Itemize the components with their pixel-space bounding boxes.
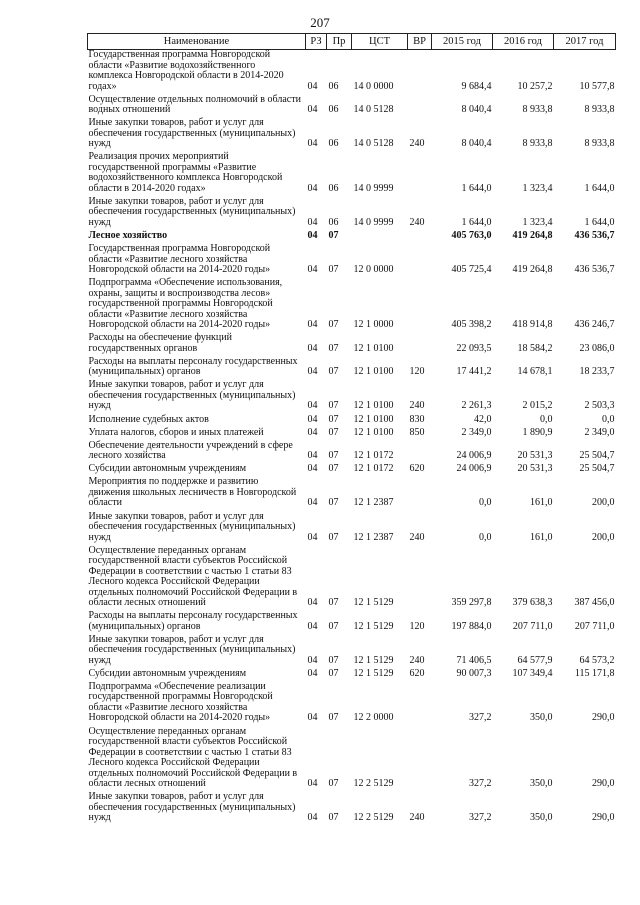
row-amount-2016: 419 264,8: [512, 229, 553, 241]
header-2017: 2017 год: [554, 34, 616, 50]
row-amount-2016: 161,0: [530, 497, 553, 509]
row-name: Подпрограмма «Обеспечение использования, охраны, защиты и воспроизводства лесов» государственной программы Новгородской области «Развитие лесного хозяйства Новгородской области на 2014-2020 годы»: [88, 277, 283, 331]
row-vr: [408, 152, 432, 197]
row-cst: 12 1 2387: [353, 531, 394, 543]
table-row: [88, 333, 616, 357]
row-vr: 240: [409, 216, 425, 228]
row-amount-2016: 350,0: [530, 712, 553, 724]
table-row: [88, 244, 616, 278]
row-vr: [408, 333, 432, 357]
row-cst: 12 1 0100: [353, 400, 394, 412]
row-amount-2015: 405 763,0: [451, 229, 492, 241]
row-amount-2015: 0,0: [479, 531, 492, 543]
row-amount-2015: 8 040,4: [461, 138, 492, 150]
table-row: [88, 546, 616, 612]
row-vr: [408, 95, 432, 119]
row-cst: 14 0 0000: [353, 80, 394, 92]
table-row: [88, 152, 616, 197]
row-rz: 04: [307, 342, 318, 354]
row-name: Иные закупки товаров, работ и услуг для обеспечения государственных (муниципальных) нужд: [88, 195, 296, 228]
row-vr: [408, 682, 432, 727]
row-amount-2017: 25 504,7: [579, 450, 615, 462]
table-row: [88, 415, 616, 428]
table-row: [88, 380, 616, 414]
row-amount-2016: 64 577,9: [517, 654, 553, 666]
row-pr: 07: [328, 667, 339, 679]
row-amount-2015: 327,2: [469, 778, 492, 790]
row-amount-2015: 9 684,4: [461, 80, 492, 92]
row-amount-2015: 2 261,3: [461, 400, 492, 412]
row-amount-2017: 1 644,0: [584, 182, 615, 194]
row-amount-2016: 350,0: [530, 812, 553, 824]
table-row: [88, 441, 616, 465]
row-cst: 12 1 2387: [353, 497, 394, 509]
header-pr: Пр: [327, 34, 352, 50]
table-row: [88, 357, 616, 381]
row-pr: 07: [328, 450, 339, 462]
row-amount-2016: 1 323,4: [522, 182, 553, 194]
row-cst: [352, 231, 408, 244]
row-vr: [408, 546, 432, 612]
table-row: [88, 197, 616, 231]
row-amount-2017: 387 456,0: [574, 597, 615, 609]
row-name: Мероприятия по поддержке и развитию движения школьных лесничеств в Новгородской области: [88, 476, 297, 509]
row-vr: 240: [409, 654, 425, 666]
row-cst: 12 1 5129: [353, 667, 394, 679]
row-amount-2016: 418 914,8: [512, 319, 553, 331]
row-amount-2015: 359 297,8: [451, 597, 492, 609]
row-pr: 07: [328, 531, 339, 543]
row-pr: 07: [328, 778, 339, 790]
row-pr: 06: [328, 216, 339, 228]
table-row: [88, 611, 616, 635]
row-rz: 04: [307, 497, 318, 509]
row-pr: 07: [328, 426, 339, 438]
row-rz: 04: [307, 138, 318, 150]
row-amount-2016: 107 349,4: [512, 667, 553, 679]
row-rz: 04: [307, 712, 318, 724]
row-pr: 07: [328, 712, 339, 724]
row-name: Иные закупки товаров, работ и услуг для обеспечения государственных (муниципальных) нужд: [88, 117, 296, 150]
row-cst: 12 1 0100: [353, 413, 394, 425]
row-rz: 04: [307, 620, 318, 632]
row-rz: 04: [307, 104, 318, 116]
row-amount-2017: 1 644,0: [584, 216, 615, 228]
row-amount-2015: 24 006,9: [456, 463, 492, 475]
row-amount-2016: 379 638,3: [512, 597, 553, 609]
row-cst: 12 2 5129: [353, 778, 394, 790]
row-amount-2015: 22 093,5: [456, 342, 492, 354]
row-amount-2016: 1 323,4: [522, 216, 553, 228]
table-row: [88, 95, 616, 119]
row-rz: 04: [307, 463, 318, 475]
row-cst: 12 1 0100: [353, 366, 394, 378]
row-name: Лесное хозяйство: [88, 229, 168, 241]
row-cst: 12 1 0172: [353, 450, 394, 462]
row-vr: 830: [409, 413, 425, 425]
row-vr: [408, 477, 432, 511]
table-row: [88, 682, 616, 727]
row-vr: 240: [409, 531, 425, 543]
row-name: Государственная программа Новгородской области «Развитие лесного хозяйства Новгородской области на 2014-2020 годы»: [88, 243, 271, 276]
row-amount-2017: 8 933,8: [584, 138, 615, 150]
row-amount-2015: 42,0: [474, 413, 492, 425]
header-row: [88, 34, 616, 50]
row-amount-2015: 327,2: [469, 712, 492, 724]
row-amount-2015: 405 725,4: [451, 264, 492, 276]
row-amount-2015: 71 406,5: [456, 654, 492, 666]
row-amount-2017: 2 349,0: [584, 426, 615, 438]
row-pr: 07: [328, 229, 339, 241]
table-body: [88, 50, 616, 827]
row-cst: 14 0 9999: [353, 216, 394, 228]
row-rz: 04: [307, 400, 318, 412]
row-pr: 07: [328, 400, 339, 412]
row-amount-2017: 200,0: [592, 531, 615, 543]
row-amount-2017: 0,0: [602, 413, 615, 425]
row-amount-2017: 290,0: [592, 778, 615, 790]
row-vr: 240: [409, 812, 425, 824]
row-name: Подпрограмма «Обеспечение реализации государственной программы Новгородской области «Развитие лесного хозяйства Новгородской области на 2014-2020 годы»: [88, 680, 273, 724]
row-amount-2017: 23 086,0: [579, 342, 615, 354]
row-rz: 04: [307, 426, 318, 438]
row-rz: 04: [307, 80, 318, 92]
row-amount-2017: 64 573,2: [579, 654, 615, 666]
row-cst: 12 1 5129: [353, 597, 394, 609]
page-number: 207: [310, 15, 330, 30]
row-pr: 06: [328, 182, 339, 194]
row-name: Расходы на выплаты персоналу государственных (муниципальных) органов: [88, 355, 298, 378]
row-pr: 07: [328, 413, 339, 425]
row-name: Иные закупки товаров, работ и услуг для обеспечения государственных (муниципальных) нужд: [88, 633, 296, 666]
row-name: Расходы на выплаты персоналу государственных (муниципальных) органов: [88, 610, 298, 632]
row-amount-2016: 10 257,2: [517, 80, 553, 92]
row-name: Иные закупки товаров, работ и услуг для обеспечения государственных (муниципальных) нужд: [88, 791, 296, 824]
row-amount-2017: 207 711,0: [574, 620, 615, 632]
row-vr: [408, 278, 432, 333]
row-amount-2016: 0,0: [540, 413, 553, 425]
row-rz: 04: [307, 531, 318, 543]
row-amount-2016: 18 584,2: [517, 342, 553, 354]
row-vr: 240: [409, 138, 425, 150]
row-vr: 620: [409, 667, 425, 679]
row-amount-2017: 25 504,7: [579, 463, 615, 475]
row-rz: 04: [307, 319, 318, 331]
row-cst: 12 2 0000: [353, 712, 394, 724]
row-amount-2017: 436 246,7: [574, 319, 615, 331]
row-amount-2016: 1 890,9: [522, 426, 553, 438]
table-row: [88, 512, 616, 546]
row-amount-2016: 350,0: [530, 778, 553, 790]
table-header: [88, 34, 616, 50]
row-rz: 04: [307, 450, 318, 462]
row-pr: 07: [328, 366, 339, 378]
header-rz: РЗ: [306, 34, 327, 50]
row-name: Осуществление отдельных полномочий в области водных отношений: [88, 93, 301, 116]
row-name: Уплата налогов, сборов и иных платежей: [88, 426, 264, 438]
row-cst: 12 1 0100: [353, 426, 394, 438]
row-amount-2017: 436 536,7: [574, 264, 615, 276]
row-cst: 12 0 0000: [353, 264, 394, 276]
row-name: Иные закупки товаров, работ и услуг для обеспечения государственных (муниципальных) нужд: [88, 379, 296, 412]
row-rz: 04: [307, 654, 318, 666]
table-row: [88, 428, 616, 441]
row-name: Иные закупки товаров, работ и услуг для обеспечения государственных (муниципальных) нужд: [88, 510, 296, 543]
table-row: [88, 477, 616, 511]
row-amount-2017: 2 503,3: [584, 400, 615, 412]
table-row: [88, 118, 616, 152]
row-pr: 06: [328, 104, 339, 116]
row-pr: 07: [328, 264, 339, 276]
table-row: [88, 50, 616, 95]
row-rz: 04: [307, 182, 318, 194]
row-amount-2017: 290,0: [592, 712, 615, 724]
budget-table: [87, 33, 616, 826]
row-rz: 04: [307, 366, 318, 378]
row-amount-2017: 115 171,8: [574, 667, 615, 679]
row-amount-2017: 10 577,8: [579, 80, 615, 92]
row-amount-2016: 8 933,8: [522, 138, 553, 150]
row-amount-2016: 20 531,3: [517, 463, 553, 475]
row-cst: 12 1 0172: [353, 463, 394, 475]
row-name: Субсидии автономным учреждениям: [88, 667, 247, 679]
row-vr: [408, 50, 432, 95]
row-name: Государственная программа Новгородской области «Развитие водохозяйственного комплекса Новгородской области в 2014-2020 годах»: [88, 49, 284, 92]
row-name: Реализация прочих мероприятий государственной программы «Развитие водохозяйственного комплекса Новгородской области в 2014-2020 годах»: [88, 151, 283, 194]
row-vr: [408, 441, 432, 465]
row-rz: 04: [307, 229, 318, 241]
row-vr: 120: [409, 366, 425, 378]
row-amount-2015: 405 398,2: [451, 319, 492, 331]
row-rz: 04: [307, 667, 318, 679]
table-row: [88, 278, 616, 333]
row-cst: 12 1 0000: [353, 319, 394, 331]
row-pr: 07: [328, 654, 339, 666]
row-amount-2015: 327,2: [469, 812, 492, 824]
row-vr: [408, 244, 432, 278]
row-name: Обеспечение деятельности учреждений в сфере лесного хозяйства: [88, 439, 293, 462]
row-amount-2017: 18 233,7: [579, 366, 615, 378]
row-amount-2016: 14 678,1: [517, 366, 553, 378]
row-amount-2017: 200,0: [592, 497, 615, 509]
row-rz: 04: [307, 264, 318, 276]
row-pr: 07: [328, 342, 339, 354]
table-row: [88, 792, 616, 826]
row-amount-2015: 1 644,0: [461, 182, 492, 194]
row-amount-2015: 90 007,3: [456, 667, 492, 679]
row-pr: 07: [328, 463, 339, 475]
row-vr: 240: [409, 400, 425, 412]
row-cst: 12 1 5129: [353, 654, 394, 666]
row-amount-2017: 8 933,8: [584, 104, 615, 116]
row-vr: 120: [409, 620, 425, 632]
row-amount-2016: 161,0: [530, 531, 553, 543]
row-rz: 04: [307, 812, 318, 824]
row-pr: 06: [328, 138, 339, 150]
table-row: [88, 635, 616, 669]
row-amount-2016: 2 015,2: [522, 400, 553, 412]
header-2016: 2016 год: [493, 34, 554, 50]
table-row: [88, 669, 616, 682]
row-vr: 850: [409, 426, 425, 438]
row-vr: [408, 727, 432, 793]
row-amount-2016: 419 264,8: [512, 264, 553, 276]
row-name: Исполнение судебных актов: [88, 413, 209, 425]
row-name: Субсидии автономным учреждениям: [88, 463, 247, 475]
row-amount-2015: 197 884,0: [451, 620, 492, 632]
row-pr: 06: [328, 80, 339, 92]
row-pr: 07: [328, 620, 339, 632]
header-name: Наименование: [88, 34, 306, 50]
row-cst: 12 1 5129: [353, 620, 394, 632]
row-amount-2016: 207 711,0: [512, 620, 553, 632]
row-name: Расходы на обеспечение функций государственных органов: [88, 332, 232, 354]
row-name: Осуществление переданных органам государственной власти субъектов Российской Федерации в соответствии с частью 1 статьи 83 Лесного кодекса Российской Федерации отдельных полномочий Российской Федерации в области лесных отношений: [88, 725, 298, 790]
row-amount-2015: 17 441,2: [456, 366, 492, 378]
row-rz: 04: [307, 413, 318, 425]
row-amount-2016: 8 933,8: [522, 104, 553, 116]
row-cst: 14 0 5128: [353, 138, 394, 150]
row-amount-2015: 8 040,4: [461, 104, 492, 116]
row-vr: 620: [409, 463, 425, 475]
row-cst: 12 2 5129: [353, 812, 394, 824]
row-pr: 07: [328, 812, 339, 824]
row-pr: 07: [328, 497, 339, 509]
table-row: [88, 727, 616, 793]
row-pr: 07: [328, 597, 339, 609]
row-amount-2015: 0,0: [479, 497, 492, 509]
row-rz: 04: [307, 597, 318, 609]
row-pr: 07: [328, 319, 339, 331]
row-rz: 04: [307, 778, 318, 790]
row-amount-2015: 1 644,0: [461, 216, 492, 228]
row-rz: 04: [307, 216, 318, 228]
row-amount-2017: 436 536,7: [574, 229, 615, 241]
row-amount-2017: 290,0: [592, 812, 615, 824]
row-amount-2015: 24 006,9: [456, 450, 492, 462]
row-cst: 14 0 5128: [353, 104, 394, 116]
row-cst: 12 1 0100: [353, 342, 394, 354]
row-cst: 14 0 9999: [353, 182, 394, 194]
row-amount-2015: 2 349,0: [461, 426, 492, 438]
row-amount-2016: 20 531,3: [517, 450, 553, 462]
row-vr: [408, 231, 432, 244]
header-cst: ЦСТ: [352, 34, 408, 50]
header-2015: 2015 год: [432, 34, 493, 50]
header-vr: ВР: [408, 34, 432, 50]
row-name: Осуществление переданных органам государственной власти субъектов Российской Федерации в соответствии с частью 1 статьи 83 Лесного кодекса Российской Федерации отдельных полномочий Российской Федерации в области лесных отношений: [88, 544, 298, 609]
